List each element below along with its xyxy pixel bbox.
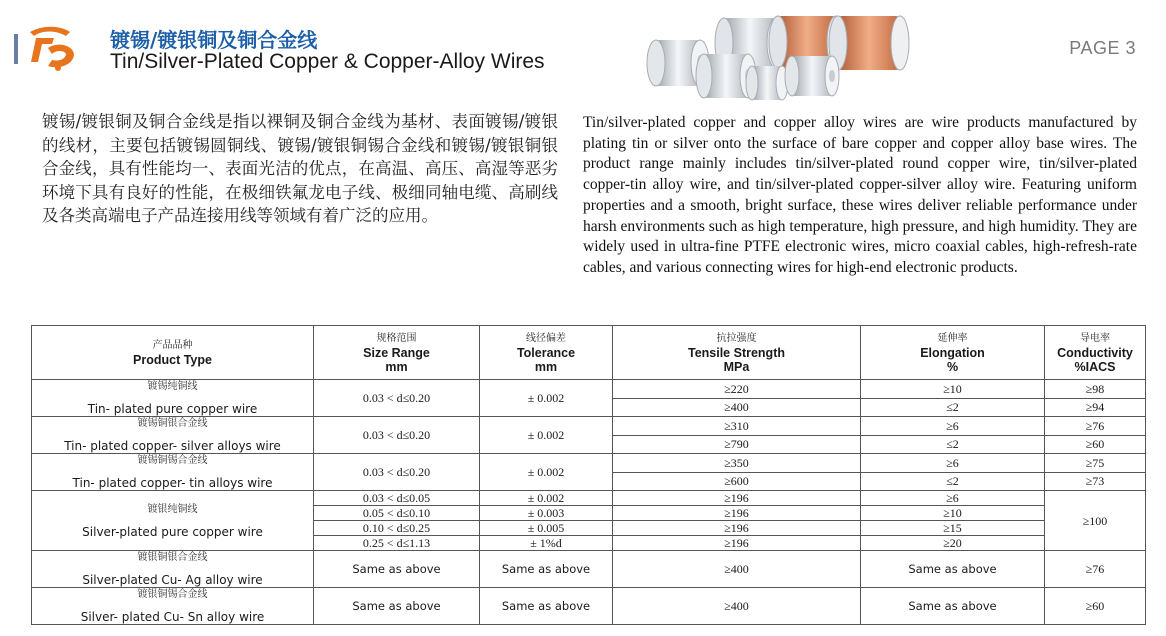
elongation-cell: ≥6 <box>861 454 1045 473</box>
elongation-cell: ≤2 <box>861 435 1045 454</box>
elongation-cell: ≥10 <box>861 380 1045 399</box>
spec-table <box>31 325 1146 625</box>
tensile-cell: ≥196 <box>613 521 861 536</box>
tensile-cell: ≥400 <box>613 398 861 417</box>
page-number: PAGE 3 <box>1069 38 1136 58</box>
product-type-cell: 镀锡铜银合金线 Tin- plated copper- silver alloys wire <box>32 417 314 454</box>
conductivity-cell: ≥94 <box>1045 398 1146 417</box>
table-row <box>32 417 1146 436</box>
tensile-cell: ≥196 <box>613 506 861 521</box>
elongation-cell: Same as above <box>861 551 1045 588</box>
header-size-range: 规格范围 Size Range mm <box>314 326 480 380</box>
product-type-cell: 镀银纯铜线 Silver-plated pure copper wire <box>32 491 314 551</box>
page-title-en: Tin/Silver-Plated Copper & Copper-Alloy Wires <box>110 50 545 73</box>
company-logo-icon <box>14 22 80 74</box>
elongation-cell: ≥10 <box>861 506 1045 521</box>
size-range-cell: Same as above <box>314 588 480 625</box>
tolerance-cell: ± 0.002 <box>480 417 613 454</box>
elongation-cell: Same as above <box>861 588 1045 625</box>
table-row <box>32 551 1146 588</box>
size-range-cell: 0.25 < d≤1.13 <box>314 536 480 551</box>
tensile-cell: ≥220 <box>613 380 861 399</box>
table-row <box>32 588 1146 625</box>
tolerance-cell: ± 1%d <box>480 536 613 551</box>
tolerance-cell: ± 0.002 <box>480 380 613 417</box>
conductivity-cell: ≥100 <box>1045 491 1146 551</box>
conductivity-cell: ≥98 <box>1045 380 1146 399</box>
header-conductivity: 导电率 Conductivity %IACS <box>1045 326 1146 380</box>
table-header-row <box>32 326 1146 380</box>
header-product-type: 产品品种 Product Type <box>32 326 314 380</box>
tensile-cell: ≥600 <box>613 472 861 491</box>
tensile-cell: ≥790 <box>613 435 861 454</box>
table-row <box>32 454 1146 473</box>
size-range-cell: 0.03 < d≤0.20 <box>314 454 480 491</box>
tensile-cell: ≥196 <box>613 536 861 551</box>
tolerance-cell: ± 0.003 <box>480 506 613 521</box>
conductivity-cell: ≥60 <box>1045 435 1146 454</box>
product-type-cell: 镀银铜锡合金线 Silver- plated Cu- Sn alloy wire <box>32 588 314 625</box>
intro-text-cn: 镀锡/镀银铜及铜合金线是指以裸铜及铜合金线为基材、表面镀锡/镀银的线材，主要包括镀锡圆铜线、镀锡/镀银铜锡合金线和镀锡/镀银铜银合金线，具有性能均一、表面光洁的优点，在高温、高压、高湿等恶劣环境下具有良好的性能，在极细铁氟龙电子线、极细同轴电缆、高刷线及各类高端电子产品连接用线等领域有着广泛的应用。 <box>42 112 558 225</box>
conductivity-cell: ≥76 <box>1045 551 1146 588</box>
table-row <box>32 491 1146 506</box>
tolerance-cell: ± 0.002 <box>480 454 613 491</box>
size-range-cell: 0.03 < d≤0.20 <box>314 417 480 454</box>
conductivity-cell: ≥60 <box>1045 588 1146 625</box>
conductivity-cell: ≥76 <box>1045 417 1146 436</box>
intro-text-en: Tin/silver-plated copper and copper alloy wires are wire products manufactured by plating tin or silver onto the surface of bare copper and copper alloy base wires. The product range mainly includes tin/silver-plated round copper wire, tin/silver-plated copper-tin alloy wire, and tin/silver-plated copper-silver alloy wire. Featuring uniform properties and a smooth, bright surface, these wires deliver reliable performance under harsh environments such as high temperature, high pressure, and high humidity. They are widely used in ultra-fine PTFE electronic wires, micro coaxial cables, high-refresh-rate cables, and various connecting wires for high-end electronic products. <box>583 114 1137 276</box>
tensile-cell: ≥310 <box>613 417 861 436</box>
tensile-cell: ≥350 <box>613 454 861 473</box>
tensile-cell: ≥400 <box>613 588 861 625</box>
table-row <box>32 380 1146 399</box>
header-tensile-strength: 抗拉强度 Tensile Strength MPa <box>613 326 861 380</box>
header-elongation: 延伸率 Elongation % <box>861 326 1045 380</box>
tolerance-cell: ± 0.005 <box>480 521 613 536</box>
tolerance-cell: ± 0.002 <box>480 491 613 506</box>
wire-spools-image <box>642 10 972 106</box>
conductivity-cell: ≥73 <box>1045 472 1146 491</box>
product-type-cell: 镀锡纯铜线 Tin- plated pure copper wire <box>32 380 314 417</box>
elongation-cell: ≤2 <box>861 398 1045 417</box>
elongation-cell: ≥20 <box>861 536 1045 551</box>
size-range-cell: 0.05 < d≤0.10 <box>314 506 480 521</box>
size-range-cell: 0.03 < d≤0.05 <box>314 491 480 506</box>
tensile-cell: ≥400 <box>613 551 861 588</box>
tolerance-cell: Same as above <box>480 588 613 625</box>
size-range-cell: Same as above <box>314 551 480 588</box>
elongation-cell: ≤2 <box>861 472 1045 491</box>
product-type-cell: 镀银铜银合金线 Silver-plated Cu- Ag alloy wire <box>32 551 314 588</box>
elongation-cell: ≥6 <box>861 491 1045 506</box>
tolerance-cell: Same as above <box>480 551 613 588</box>
elongation-cell: ≥15 <box>861 521 1045 536</box>
product-type-cell: 镀锡铜锡合金线 Tin- plated copper- tin alloys wire <box>32 454 314 491</box>
elongation-cell: ≥6 <box>861 417 1045 436</box>
conductivity-cell: ≥75 <box>1045 454 1146 473</box>
header-tolerance: 线径偏差 Tolerance mm <box>480 326 613 380</box>
tensile-cell: ≥196 <box>613 491 861 506</box>
size-range-cell: 0.10 < d≤0.25 <box>314 521 480 536</box>
size-range-cell: 0.03 < d≤0.20 <box>314 380 480 417</box>
page-title-cn: 镀锡/镀银铜及铜合金线 <box>110 28 318 52</box>
